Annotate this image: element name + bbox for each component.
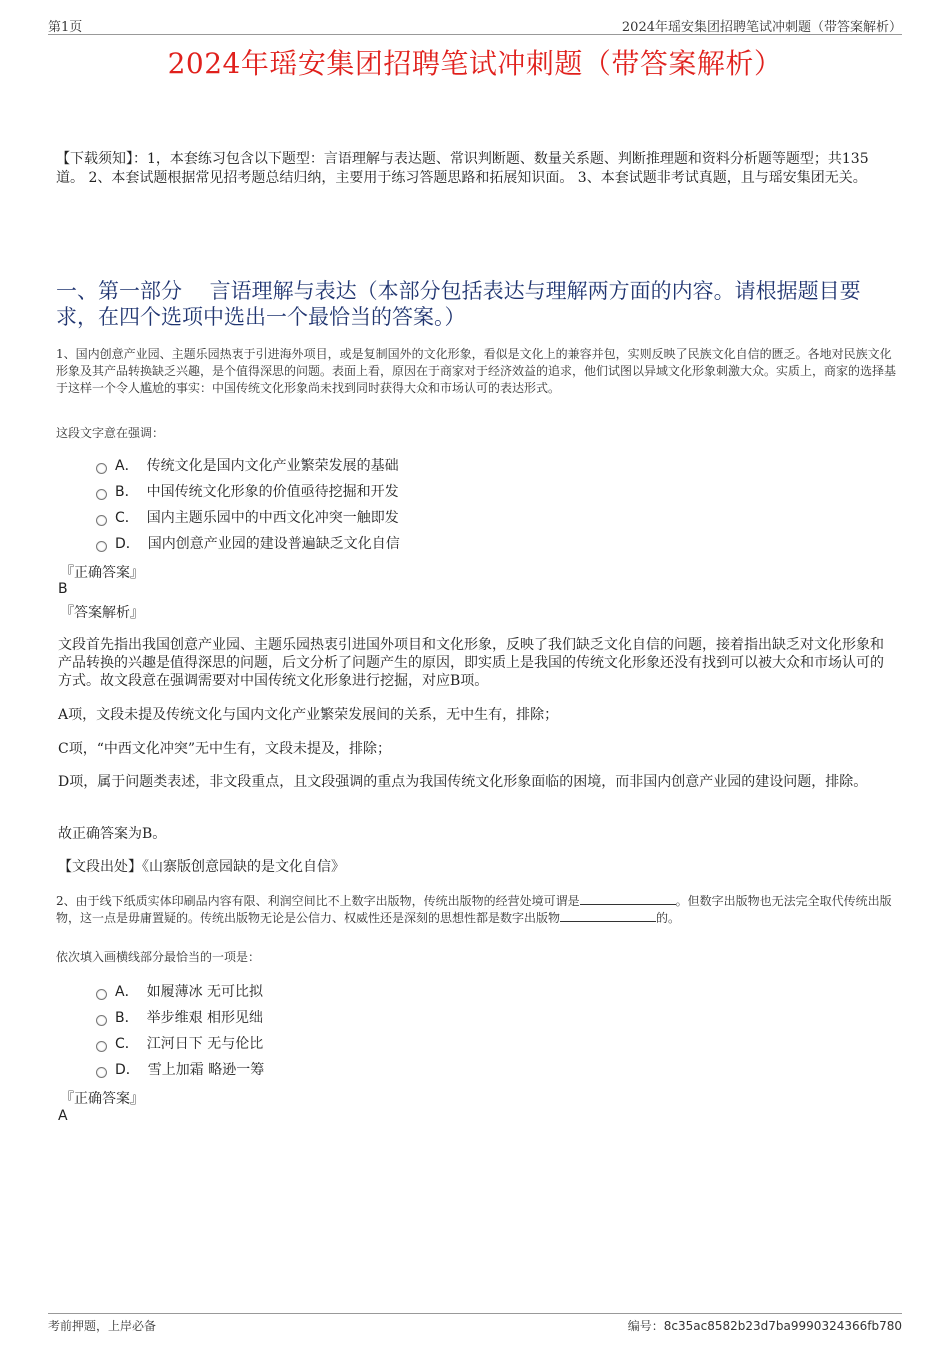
analysis-paragraph: C项，“中西文化冲突”无中生有，文段未提及，排除； [58,741,392,757]
radio-icon[interactable] [96,515,107,526]
footer-slogan: 考前押题，上岸必备 [48,1319,157,1333]
radio-icon[interactable] [96,541,107,552]
question-1-option-a[interactable]: A． 传统文化是国内文化产业繁荣发展的基础 [96,457,399,475]
question-1-analysis-label: 『答案解析』 [60,605,144,621]
fill-blank-1[interactable] [580,893,676,905]
question-1-answer: B [58,581,68,597]
question-2-answer: A [58,1108,68,1124]
analysis-paragraph: A项，文段未提及传统文化与国内文化产业繁荣发展间的关系，无中生有，排除； [58,707,559,723]
question-1-answer-label: 『正确答案』 [60,565,144,581]
radio-icon[interactable] [96,463,107,474]
analysis-paragraph: D项，属于问题类表述，非文段重点，且文段强调的重点为我国传统文化形象面临的困境，而非国内创意产业园的建设问题，排除。 [58,774,868,790]
question-1-prompt: 这段文字意在强调： [56,426,165,440]
question-1-option-d[interactable]: D． 国内创意产业园的建设普遍缺乏文化自信 [96,535,400,553]
question-2-option-c[interactable]: C． 江河日下 无与伦比 [96,1035,263,1053]
analysis-paragraph: 文段首先指出我国创意产业园、主题乐园热衷引进国外项目和文化形象，反映了我们缺乏文化自信的问题，接着指出缺乏对文化形象和产品转换的兴趣是值得深思的问题，后文分析了问题产生的原因，即实质上是我国的传统文化形象还没有找到可以被大众和市场认可的方式。故文段意在强调需要对中国传统文化形象进行挖掘，对应B项。 [58,637,884,689]
document-title: 2024年瑶安集团招聘笔试冲刺题（带答案解析） [167,47,783,80]
radio-icon[interactable] [96,1067,107,1078]
fill-blank-2[interactable] [560,910,656,922]
question-1-text: 1、国内创意产业园、主题乐园热衷于引进海外项目，或是复制国外的文化形象，看似是文化上的兼容并包，实则反映了民族文化自信的匮乏。各地对民族文化形象及其产品转换缺乏兴趣，是个值得深思的问题。表面上看，原因在于商家对于经济效益的追求，他们试图以异域文化形象刺激大众。实质上，商家的选择基于这样一个令人尴尬的事实：中国传统文化形象尚未找到同时获得大众和市场认可的表达形式。 [56,347,897,395]
question-2-prompt: 依次填入画横线部分最恰当的一项是： [56,950,261,964]
page-footer [48,1313,902,1334]
footer-code: 编号：8c35ac8582b23d7ba9990324366fb780 [627,1319,902,1333]
download-notice: 【下载须知】：1，本套练习包含以下题型：言语理解与表达题、常识判断题、数量关系题、判断推理题和资料分析题等题型；共135道。 2、本套试题根据常见招考题总结归纳，主要用于练习答题思路和拓展知识面。 3、本套试题非考试真题，且与瑶安集团无关。 [56,151,869,186]
question-2-answer-label: 『正确答案』 [60,1091,144,1107]
question-2-option-d[interactable]: D． 雪上加霜 略逊一筹 [96,1061,264,1079]
header-doc-title: 2024年瑶安集团招聘笔试冲刺题（带答案解析） [621,20,902,35]
radio-icon[interactable] [96,989,107,1000]
question-1-option-b[interactable]: B． 中国传统文化形象的价值亟待挖掘和开发 [96,483,399,501]
radio-icon[interactable] [96,1015,107,1026]
page-number: 第1页 [48,20,83,35]
question-1-option-c[interactable]: C． 国内主题乐园中的中西文化冲突一触即发 [96,509,399,527]
analysis-paragraph: 故正确答案为B。 [58,826,167,842]
radio-icon[interactable] [96,1041,107,1052]
analysis-source: 【文段出处】《山寨版创意园缺的是文化自信》 [58,859,345,875]
page-header [48,14,902,35]
question-2-option-b[interactable]: B． 举步维艰 相形见绌 [96,1009,263,1027]
radio-icon[interactable] [96,489,107,500]
section-title: 一、第一部分 言语理解与表达（本部分包括表达与理解两方面的内容。请根据题目要求，在四个选项中选出一个最恰当的答案。） [56,279,861,329]
question-2-option-a[interactable]: A． 如履薄冰 无可比拟 [96,983,263,1001]
question-2-text: 2、由于线下纸质实体印刷品内容有限、利润空间比不上数字出版物，传统出版物的经营处境可谓是 。但数字出版物也无法完全取代传统出版物，这一点是毋庸置疑的。传统出版物无论是公信力、权威性还是深刻的思想性都是数字出版物 的。 [56,894,892,925]
